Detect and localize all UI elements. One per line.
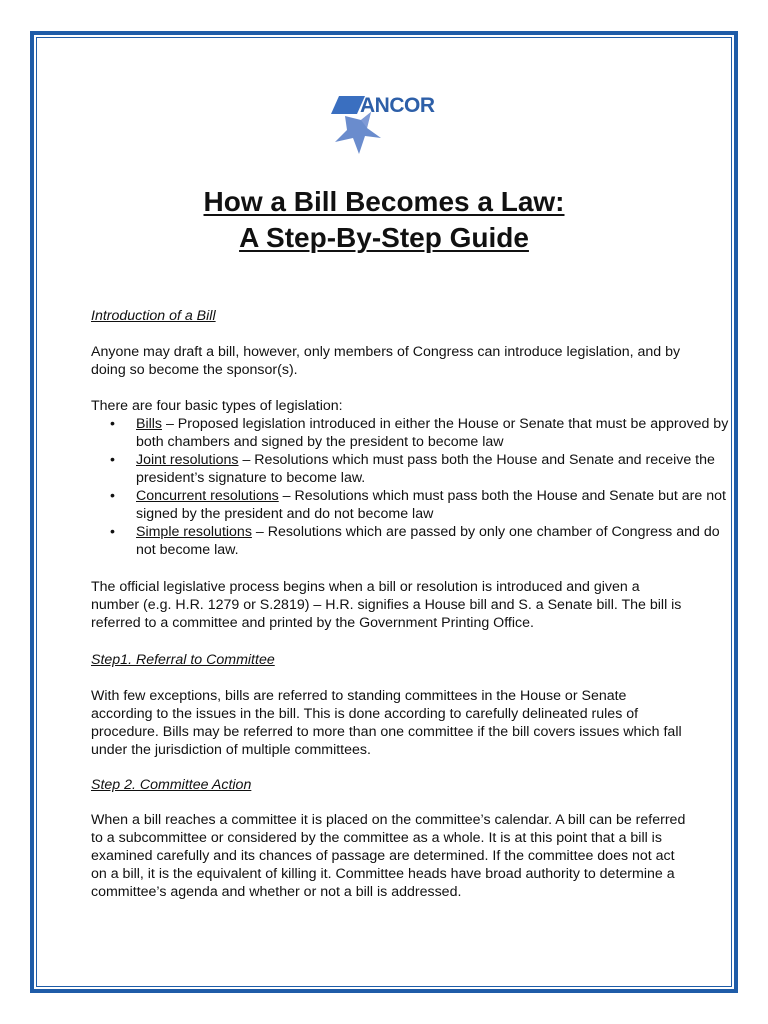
list-item [136,487,736,523]
legislation-types-list [91,415,736,559]
list-item [136,415,736,451]
logo-text: ANCOR [360,94,435,117]
intro-heading: Introduction of a Bill [91,308,216,324]
list-item [136,451,736,487]
process-paragraph: The official legislative process begins when a bill or resolution is introduced and given a number (e.g. H.R. 1279 or S.2819) – H.R. signifies a House bill and S. a Senate bill. The bill is referred to a committee and printed by the Government Printing Office. [91,579,682,631]
type-term: Joint resolutions [136,452,239,468]
ancor-logo [331,92,441,158]
type-term: Simple resolutions [136,524,252,540]
type-term: Concurrent resolutions [136,488,279,504]
list-item [136,523,736,559]
type-description: – Proposed legislation introduced in either the House or Senate that must be approved by both chambers and signed by the president to become law [136,416,729,450]
page-title-line-1: How a Bill Becomes a Law: [203,186,565,217]
type-term: Bills [136,416,163,432]
step2-paragraph: When a bill reaches a committee it is placed on the committee’s calendar. A bill can be referred to a subcommittee or considered by the committee as a whole. It is at this point that a bill is examined carefully and its chances of passage are determined. If the committee does not act on a bill, it is the equivalent of killing it. Committee heads have broad authority to determine a committee’s agenda and whether or not a bill is addressed. [91,812,686,900]
type-description: – Resolutions which must pass both the House and Senate but are not signed by the president and do not become law [136,488,726,522]
intro-paragraph: Anyone may draft a bill, however, only members of Congress can introduce legislation, and by doing so become the sponsor(s). [91,344,681,378]
page-title-line-2: A Step-By-Step Guide [239,222,529,253]
step1-paragraph: With few exceptions, bills are referred to standing committees in the House or Senate according to the issues in the bill. This is done according to carefully delineated rules of procedure. Bills may be referred to more than one committee if the bill covers issues which fall under the jurisdiction of multiple committees. [91,688,682,758]
type-description: – Resolutions which are passed by only one chamber of Congress and do not become law. [136,524,720,558]
step1-heading: Step1. Referral to Committee [91,652,275,668]
type-description: – Resolutions which must pass both the House and Senate and receive the president’s signature to become law. [136,452,715,486]
types-lead: There are four basic types of legislation: [91,398,343,414]
step2-heading: Step 2. Committee Action [91,777,252,793]
